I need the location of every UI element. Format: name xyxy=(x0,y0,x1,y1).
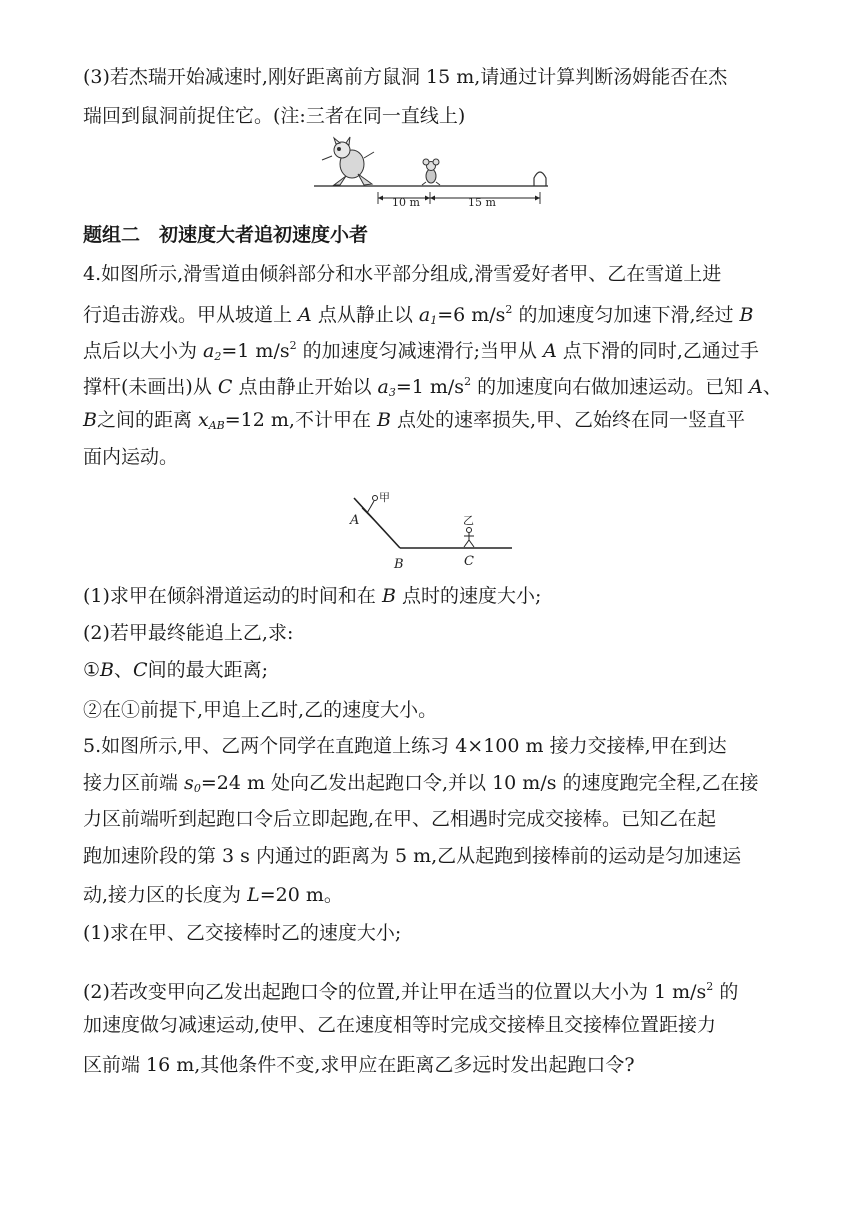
label-point-a: A xyxy=(350,513,360,528)
q3-line-2: 瑞回到鼠洞前捉住它。(注:三者在同一直线上) xyxy=(83,105,466,127)
p5-line-2: 接力区前端 $s_0=24$ m 处向乙发出起跑口令,并以 10 m/s 的速度跑完全程,乙在接 xyxy=(83,772,759,795)
p5-line-1: 5.如图所示,甲、乙两个同学在直跑道上练习 4×100 m 接力交接棒,甲在到达 xyxy=(83,735,727,757)
p5-question-2-line-2: 加速度做匀减速运动,使甲、乙在速度相等时完成交接棒且交接棒位置距接力 xyxy=(83,1014,717,1036)
p4-line-6: 面内运动。 xyxy=(83,446,179,468)
label-point-c: C xyxy=(464,554,474,569)
ski-slope-figure xyxy=(340,486,520,574)
p4-line-5: B之间的距离 $x_{AB}=12$ m,不计甲在 B 点处的速率损失,甲、乙始终在同一竖直平 xyxy=(83,409,746,432)
label-yi: 乙 xyxy=(463,514,474,527)
skier-yi-icon xyxy=(464,528,474,548)
tom-cat-illustration xyxy=(322,137,374,185)
mouse-hole xyxy=(534,172,546,186)
jerry-mouse-illustration xyxy=(422,159,440,185)
p5-line-4: 跑加速阶段的第 3 s 内通过的距离为 5 m,乙从起跑到接棒前的运动是匀加速运 xyxy=(83,845,742,867)
p5-line-3: 力区前端听到起跑口令后立即起跑,在甲、乙相遇时完成交接棒。已知乙在起 xyxy=(83,808,717,830)
skier-jia-icon xyxy=(362,496,378,521)
p4-line-1: 4.如图所示,滑雪道由倾斜部分和水平部分组成,滑雪爱好者甲、乙在雪道上进 xyxy=(83,263,722,285)
distance-label-15m: 15 m xyxy=(468,196,496,209)
p4-line-4: 撑杆(未画出)从 C 点由静止开始以 $a_3=1$ $m/s^2$ 的加速度向右做加速运动。已知 A、 xyxy=(83,375,782,399)
p5-question-2-line-1: (2)若改变甲向乙发出起跑口令的位置,并让甲在适当的位置以大小为 1 $m/s^2$ 的 xyxy=(83,980,739,1003)
p4-question-2-2: ②在①前提下,甲追上乙时,乙的速度大小。 xyxy=(83,699,438,721)
p5-line-5: 动,接力区的长度为 L=20 m。 xyxy=(83,884,343,906)
q3-line-1: (3)若杰瑞开始减速时,刚好距离前方鼠洞 15 m,请通过计算判断汤姆能否在杰 xyxy=(83,66,728,88)
p4-line-3: 点后以大小为 $a_2=1$ $m/s^2$ 的加速度匀减速滑行;当甲从 A 点下滑的同时,乙通过手 xyxy=(83,339,759,363)
p5-question-1: (1)求在甲、乙交接棒时乙的速度大小; xyxy=(83,922,402,944)
tom-jerry-figure xyxy=(312,136,552,210)
p4-question-2-1: ①B、C间的最大距离; xyxy=(83,659,268,681)
p4-question-2: (2)若甲最终能追上乙,求: xyxy=(83,622,294,644)
section-heading: 题组二 初速度大者追初速度小者 xyxy=(83,224,369,246)
p4-line-2: 行追击游戏。甲从坡道上 A 点从静止以 $a_1=6$ $m/s^2$ 的加速度匀加速下滑,经过 B xyxy=(83,303,754,327)
distance-label-10m: 10 m xyxy=(392,196,420,209)
label-point-b: B xyxy=(394,557,404,572)
p4-question-1: (1)求甲在倾斜滑道运动的时间和在 B 点时的速度大小; xyxy=(83,585,542,607)
label-jia: 甲 xyxy=(379,491,390,504)
p5-question-2-line-3: 区前端 16 m,其他条件不变,求甲应在距离乙多远时发出起跑口令? xyxy=(83,1054,635,1076)
